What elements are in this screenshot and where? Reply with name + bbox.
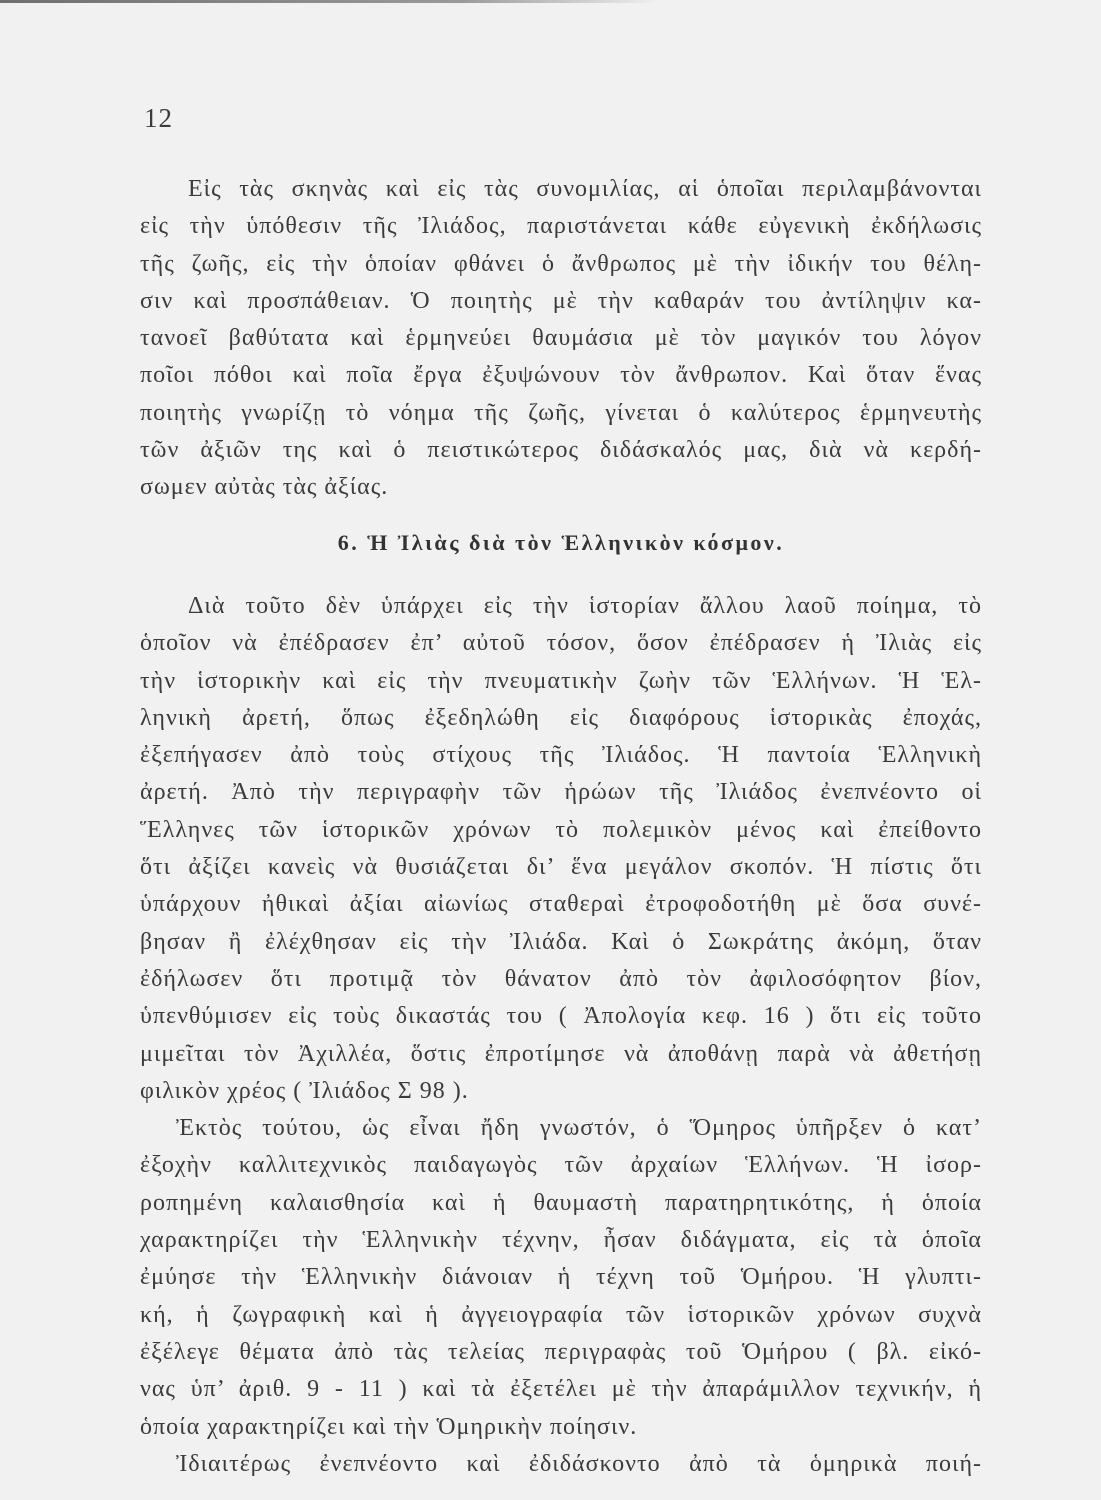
text-line: Ἐκτὸς τούτου, ὡς εἶναι ἤδη γνωστόν, ὁ Ὅμηρος ὑπῆρξεν ὁ κατ’ — [176, 1115, 982, 1142]
text-line: ἐξοχὴν καλλιτεχνικὸς παιδαγωγὸς τῶν ἀρχαίων Ἑλλήνων. Ἡ ἰσορ- — [140, 1152, 982, 1179]
text-line: ὁποία χαρακτηρίζει καὶ τὴν Ὁμηρικὴν ποίησιν. — [140, 1413, 638, 1440]
text-line: νας ὑπ’ ἀριθ. 9 - 11 ) καὶ τὰ ἐξετέλει μὲ τὴν ἀπαράμιλλον τεχνικήν, ἡ — [140, 1376, 982, 1403]
text-line: φιλικὸν χρέος ( Ἰλιάδος Σ 98 ). — [140, 1077, 469, 1104]
text-line: ὁποῖον νὰ ἐπέδρασεν ἐπ’ αὐτοῦ τόσον, ὅσον ἐπέδρασεν ἡ Ἰλιὰς εἰς — [140, 630, 982, 657]
text-line: Ἕλληνες τῶν ἱστορικῶν χρόνων τὸ πολεμικὸν μένος καὶ ἐπείθοντο — [140, 816, 982, 843]
text-line: ληνικὴ ἀρετή, ὅπως ἐξεδηλώθη εἰς διαφόρους ἱστορικὰς ἐποχάς, — [140, 704, 982, 731]
text-line: Εἰς τὰς σκηνὰς καὶ εἰς τὰς συνομιλίας, αἱ ὁποῖαι περιλαμβάνονται — [188, 176, 982, 202]
text-line: βησαν ἢ ἐλέχθησαν εἰς τὴν Ἰλιάδα. Καὶ ὁ Σωκράτης ἀκόμη, ὅταν — [140, 928, 982, 955]
text-line: χαρακτηρίζει τὴν Ἑλληνικὴν τέχνην, ἦσαν διδάγματα, εἰς τὰ ὁποῖα — [140, 1227, 982, 1254]
text-line: ὑπάρχουν ἠθικαὶ ἀξίαι αἰωνίως σταθεραὶ ἐτροφοδοτήθη μὲ ὅσα συνέ- — [140, 891, 982, 918]
section-heading: 6. Ἡ Ἰλιὰς διὰ τὸν Ἑλληνικὸν κόσμον. — [337, 530, 785, 555]
scan-edge-shadow — [0, 0, 660, 3]
page-number: 12 — [144, 103, 173, 133]
text-line: τανοεῖ βαθύτατα καὶ ἑρμηνεύει θαυμάσια μὲ τὸν μαγικόν του λόγον — [140, 325, 982, 352]
paragraph-4 — [140, 1446, 982, 1483]
text-line: τὴν ἱστορικὴν καὶ εἰς τὴν πνευματικὴν ζωὴν τῶν Ἑλλήνων. Ἡ Ἑλ- — [140, 667, 982, 694]
text-line: ἐμύησε τὴν Ἑλληνικὴν διάνοιαν ἡ τέχνη τοῦ Ὁμήρου. Ἡ γλυπτι- — [140, 1264, 982, 1291]
text-line: ἐξεπήγασεν ἀπὸ τοὺς στίχους τῆς Ἰλιάδος. Ἡ παντοία Ἑλληνικὴ — [140, 742, 982, 769]
text-line: ποῖοι πόθοι καὶ ποῖα ἔργα ἐξυψώνουν τὸν ἄνθρωπον. Καὶ ὅταν ἕνας — [140, 362, 982, 389]
text-line: Διὰ τοῦτο δὲν ὑπάρχει εἰς τὴν ἱστορίαν ἄλλου λαοῦ ποίημα, τὸ — [188, 593, 982, 619]
paragraph-1 — [140, 171, 982, 507]
text-line: τῶν ἀξιῶν της καὶ ὁ πειστικώτερος διδάσκαλός μας, διὰ νὰ κερδή- — [140, 437, 982, 464]
text-line: ἐξέλεγε θέματα ἀπὸ τὰς τελείας περιγραφὰς τοῦ Ὁμήρου ( βλ. εἰκό- — [140, 1338, 982, 1365]
text-line: σωμεν αὐτὰς τὰς ἀξίας. — [140, 474, 389, 501]
text-line: ὅτι ἀξίζει κανεὶς νὰ θυσιάζεται δι’ ἕνα μεγάλον σκοπόν. Ἡ πίστις ὅτι — [140, 854, 982, 881]
text-line: Ἰδιαιτέρως ἐνεπνέοντο καὶ ἐδιδάσκοντο ἀπὸ τὰ ὁμηρικὰ ποιή- — [176, 1450, 982, 1477]
text-line: ἐδήλωσεν ὅτι προτιμᾷ τὸν θάνατον ἀπὸ τὸν ἀφιλοσόφητον βίον, — [140, 965, 982, 992]
body-text-top — [140, 171, 982, 507]
text-line: ἀρετή. Ἀπὸ τὴν περιγραφὴν τῶν ἡρώων τῆς Ἰλιάδος ἐνεπνέοντο οἱ — [140, 779, 982, 806]
text-line: ὑπενθύμισεν εἰς τοὺς δικαστάς του ( Ἀπολογία κεφ. 16 ) ὅτι εἰς τοῦτο — [140, 1003, 982, 1030]
text-line: ροπημένη καλαισθησία καὶ ἡ θαυμαστὴ παρατηρητικότης, ἡ ὁποία — [140, 1189, 982, 1216]
text-line: μιμεῖται τὸν Ἀχιλλέα, ὅστις ἐπροτίμησε νὰ ἀποθάνῃ παρὰ νὰ ἀθετήσῃ — [140, 1040, 982, 1067]
text-line: τῆς ζωῆς, εἰς τὴν ὁποίαν φθάνει ὁ ἄνθρωπος μὲ τὴν ἰδικήν του θέλη- — [140, 250, 982, 277]
body-text-bottom — [140, 588, 982, 1483]
text-line: ποιητὴς γνωρίζῃ τὸ νόημα τῆς ζωῆς, γίνεται ὁ καλύτερος ἑρμηνευτὴς — [140, 399, 982, 426]
text-line: κή, ἡ ζωγραφικὴ καὶ ἡ ἀγγειογραφία τῶν ἱστορικῶν χρόνων συχνὰ — [140, 1301, 982, 1328]
paragraph-3 — [140, 1110, 982, 1446]
paragraph-2 — [140, 588, 982, 1110]
text-line: εἰς τὴν ὑπόθεσιν τῆς Ἰλιάδος, παριστάνεται κάθε εὐγενικὴ ἐκδήλωσις — [140, 213, 982, 240]
text-line: σιν καὶ προσπάθειαν. Ὁ ποιητὴς μὲ τὴν καθαράν του ἀντίληψιν κα- — [140, 287, 982, 314]
